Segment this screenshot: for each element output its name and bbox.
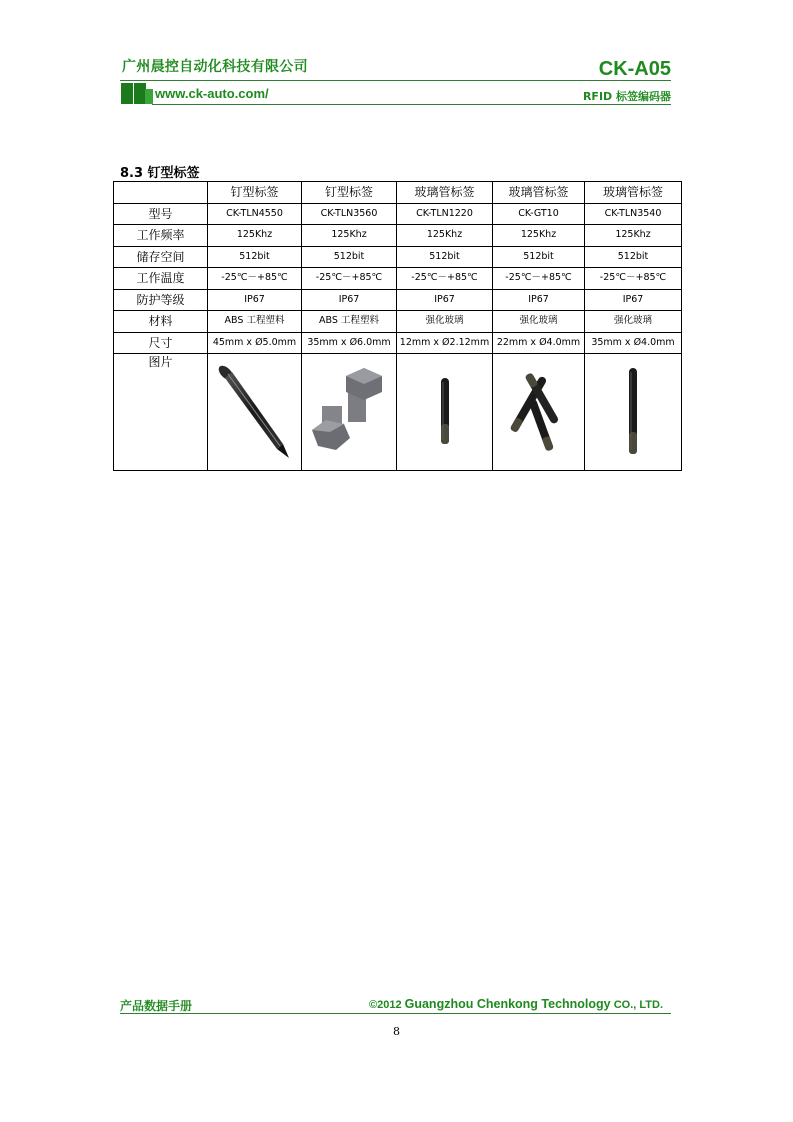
table-cell: 125Khz (585, 225, 682, 247)
table-cell: 512bit (585, 246, 682, 268)
table-cell: CK-TLN4550 (208, 203, 302, 225)
table-header-row (114, 182, 682, 204)
table-cell: IP67 (302, 289, 397, 311)
table-cell: 125Khz (302, 225, 397, 247)
column-header: 玻璃管标签 (397, 182, 493, 204)
table-row (114, 268, 682, 290)
image-cell (302, 354, 397, 471)
table-cell: 35mm x Ø6.0mm (302, 332, 397, 354)
table-cell: 强化玻璃 (585, 311, 682, 333)
table-cell: -25℃－+85℃ (302, 268, 397, 290)
image-cell (397, 354, 493, 471)
table-cell: IP67 (585, 289, 682, 311)
table-cell: ABS 工程塑料 (302, 311, 397, 333)
column-header: 玻璃管标签 (493, 182, 585, 204)
table-cell: CK-TLN3560 (302, 203, 397, 225)
copyright-suffix: CO., LTD. (613, 999, 663, 1011)
image-cell (493, 354, 585, 471)
table-cell: 45mm x Ø5.0mm (208, 332, 302, 354)
table-cell: IP67 (208, 289, 302, 311)
header-divider (120, 80, 671, 81)
glass-tube-long-icon (613, 362, 653, 462)
footer-divider (120, 1013, 671, 1014)
glass-tube-tag-icon (425, 362, 465, 462)
table-cell: 强化玻璃 (397, 311, 493, 333)
section-title: 8.3 钉型标签 (120, 166, 200, 181)
logo-icon (121, 83, 151, 104)
table-cell: 512bit (397, 246, 493, 268)
header-divider-lower (152, 104, 671, 105)
image-cell (208, 354, 302, 471)
bolt-tag-icon (304, 362, 394, 462)
table-row (114, 203, 682, 225)
row-label: 图片 (114, 354, 208, 471)
table-cell: 22mm x Ø4.0mm (493, 332, 585, 354)
table-cell: 512bit (493, 246, 585, 268)
table-cell: IP67 (493, 289, 585, 311)
table-row (114, 332, 682, 354)
image-cell (585, 354, 682, 471)
table-row (114, 311, 682, 333)
table-row (114, 289, 682, 311)
table-cell: 125Khz (397, 225, 493, 247)
copyright-company: Guangzhou Chenkong Technology (404, 997, 611, 1011)
glass-tube-group-icon (494, 362, 584, 462)
table-cell: 512bit (302, 246, 397, 268)
row-label: 工作温度 (114, 268, 208, 290)
table-row (114, 225, 682, 247)
page-number: 8 (393, 1025, 400, 1038)
footer-copyright (369, 997, 663, 1011)
table-cell: -25℃－+85℃ (585, 268, 682, 290)
copyright-year: ©2012 (368, 999, 402, 1011)
row-label: 工作频率 (114, 225, 208, 247)
table-cell: CK-TLN1220 (397, 203, 493, 225)
document-subtitle: RFID 标签编码器 (582, 90, 671, 103)
table-cell: 35mm x Ø4.0mm (585, 332, 682, 354)
row-label: 防护等级 (114, 289, 208, 311)
spec-table (113, 181, 682, 471)
table-cell: 125Khz (493, 225, 585, 247)
table-cell: 强化玻璃 (493, 311, 585, 333)
column-header: 玻璃管标签 (585, 182, 682, 204)
table-corner-cell (114, 182, 208, 204)
product-model: CK-A05 (598, 58, 671, 80)
footer-manual-title: 产品数据手册 (120, 999, 193, 1013)
table-cell: 512bit (208, 246, 302, 268)
table-cell: IP67 (397, 289, 493, 311)
row-label: 尺寸 (114, 332, 208, 354)
table-cell: -25℃－+85℃ (208, 268, 302, 290)
table-cell: 125Khz (208, 225, 302, 247)
table-cell: 12mm x Ø2.12mm (397, 332, 493, 354)
table-cell: -25℃－+85℃ (493, 268, 585, 290)
table-cell: -25℃－+85℃ (397, 268, 493, 290)
table-cell: ABS 工程塑料 (208, 311, 302, 333)
table-cell: CK-TLN3540 (585, 203, 682, 225)
row-label: 型号 (114, 203, 208, 225)
table-cell: CK-GT10 (493, 203, 585, 225)
row-label: 材料 (114, 311, 208, 333)
image-row (114, 354, 682, 471)
row-label: 储存空间 (114, 246, 208, 268)
column-header: 钉型标签 (208, 182, 302, 204)
website-link[interactable]: www.ck-auto.com/ (155, 86, 269, 101)
company-name: 广州晨控自动化科技有限公司 (122, 59, 308, 75)
column-header: 钉型标签 (302, 182, 397, 204)
nail-tag-icon (215, 362, 295, 462)
table-row (114, 246, 682, 268)
